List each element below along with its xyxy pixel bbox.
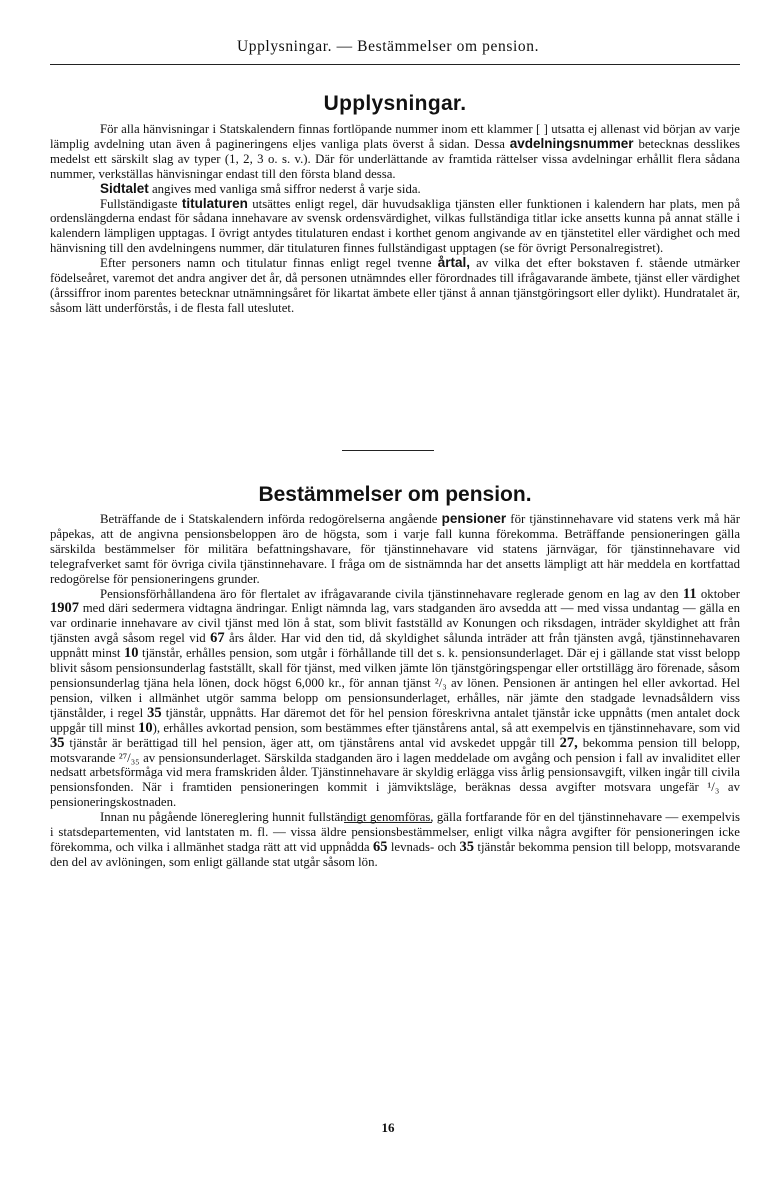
text-run: angives med vanliga små siffror nederst å varje sida. — [148, 181, 421, 196]
section-upplysningar-heading-wrap — [50, 92, 740, 116]
text-run: Fullständigaste — [100, 196, 182, 211]
text-run: Innan nu pågående lönereglering hunnit fullständigt genomföras, gälla fortfarande för en del tjänstinnehavare — exempelvis i statsdepartementen, vid lantstaten m. fl. — vissa äldre pensionsbestämmelser, enligt vilka några avgifter för pensioneringen icke förekomma, och vilka i allmänhet stadga rätt att vid uppnådda — [50, 810, 740, 854]
emphasized-number: 67 — [210, 630, 225, 647]
section-pension-body — [50, 512, 740, 870]
emphasized-number: 35 — [147, 704, 162, 721]
text-run: Pensionsförhållandena äro för flertalet av ifrågavarande civila tjänstinnehavare reglerade genom en lag av den — [100, 586, 683, 601]
text-run: ), erhålles avkortad pension, som bestämmes efter tjänstårens antal, så att exempelvis en tjänstinnehavare, som vid — [152, 720, 740, 735]
section-upplysningar-body — [50, 122, 740, 316]
section-pension-heading-wrap — [50, 483, 740, 507]
text-run: tjänstår bekomma pension till belopp, motsvarande den del av avlöningen, som enligt gällande stat utgår såsom lön. — [50, 839, 740, 869]
emphasized-number: 35 — [459, 838, 474, 855]
text-run: bekomma pension till belopp, motsvarande ²⁷/₃₅ av pensionsunderlaget. Särskilda stadganden äro i lagen meddelade om avgång och pension i fall av invaliditet eller nedsatt arbetsförmåga vid mera framskriden ålder. Tjänstinnehavare är skyldig erlägga viss årlig pensionsavgift, vilken ingår till civila pensionsfonden. När i framtiden pensioneringen kommit i jämviktsläge, beräknas dessa avgifter motsvara ungefär ¹/₃ av pensioneringskostnaden. — [50, 735, 740, 810]
text-run: oktober — [696, 586, 740, 601]
paragraph — [50, 197, 740, 257]
end-separator — [344, 822, 432, 823]
text-run: betecknas desslikes medelst ett särskilt slag av typer (1, 2, 3 o. s. v.). Där för underlättande av framtida rättelser vissa avdelningar erhållit flera sådana nummer, verkställas hänvisningar endast till den första bland dessa. — [50, 136, 740, 181]
text-run: års ålder. Har vid den tid, då skyldighet sålunda inträder att från tjänsten avgå, tjänstinnehavaren uppnått minst — [50, 631, 740, 661]
text-run: av vilka det efter bokstaven f. stående utmärker födelseåret, varemot det andra angiver det år, då personen utnämndes eller förordnades till ifrågavarande ämbete, tjänst eller värdighet (årssiffror inom parentes betecknar utnämningsåret för likartat ämbete eller tjänst å annan tjänstgöringsort eller dylikt). Hundratalet är, såsom lätt underförstås, i de flesta fall uteslutet. — [50, 256, 740, 315]
keyword: årtal, — [437, 255, 470, 271]
emphasized-number: 10 — [138, 719, 153, 736]
text-run: Efter personers namn och titulatur finnas enligt regel tvenne — [100, 256, 438, 271]
running-header: Upplysningar. — Bestämmelser om pension. — [236, 38, 540, 55]
paragraph — [50, 587, 740, 811]
text-run: för tjänstinnehavare vid statens verk må här påpekas, att de angivna pensionsbeloppen äro de högsta, som i varje fall kunna förekomma. Beträffande pensioneringen gälla särskilda bestämmelser för militära befattningshavare, för tjänstinnehavare vid statens järnvägar, för tjänstinnehavare vid telegrafverket samt för övriga civila tjänstinnehavare. I fråga om de sistnämnda har det ansetts lämpligt att här meddela en kortfattad redogörelse för pensioneringens grunder. — [50, 512, 740, 586]
emphasized-number: 65 — [372, 838, 388, 855]
paragraph — [50, 122, 740, 182]
emphasized-number: 11 — [682, 585, 697, 602]
section-separator — [342, 450, 434, 451]
paragraph — [50, 810, 740, 870]
paragraph — [50, 512, 740, 587]
text-run: med däri sedermera vidtagna ändringar. Enligt nämnda lag, vars stadganden äro avsedda att — med vissa undantag — gälla en var ordinarie innehavare av civil tjänst med lön å stat, som blivit fastställd av Konungen och riksdagen, inträder skyldighet att från tjänsten avgå såsom regel vid — [50, 601, 740, 646]
text-run: tjänstår, uppnåtts. Har däremot det för hel pension föreskrivna antalet tjänstår icke uppnåtts (men antalet dock uppgår till minst — [50, 705, 740, 735]
section-title-upplysningar: Upplysningar. — [323, 92, 467, 115]
keyword: avdelningsnummer — [509, 135, 634, 151]
keyword: titulaturen — [181, 195, 248, 211]
text-run: För alla hänvisningar i Statskalendern finnas fortlöpande nummer inom ett klammer [ ] utsatta ej allenast vid början av varje lämplig avdelning utan även å pagineringens eljes vanliga plats överst å sidan. Dessa — [50, 122, 740, 151]
text-run: tjänstår, erhålles pension, som utgår i förhållande till det s. k. pensionsunderlaget. Där ej i gällande stat visst belopp blivit såsom pensionsunderlag fastställt, skall för tjänst, med vilken jämte lön tjänstgöringspengar eller ortstillägg äro förenade, såsom pensionsunderlag tjäna hela lönen, dock högst 6,000 kr., för annan tjänst ²/₃ av lönen. Pensionen är antingen hel eller avkortad. Hel pension, vilken i allmänhet utgör samma belopp om pensionsunderlaget, erhålles, när jämte den stadgade levnadsåldern viss tjänstålder, i regel — [50, 646, 740, 720]
emphasized-number: 10 — [123, 645, 139, 662]
keyword: Sidtalet — [100, 180, 149, 196]
emphasized-number: 35 — [50, 734, 65, 751]
text-run: utsättes enligt regel, där huvudsakliga tjänsten eller funktionen i kalendern har plats, men på ordenslängderna endast för sådana innehavare av svensk ordensvärdighet, vilkas fullständiga titlar icke ansetts kunna på annat ställe i kalendern lämpligen upptagas. I övrigt antydes titulaturen endast i korthet genom angivande av en tjänstetitel eller värdighet och med hänvisning till den avdelningens nummer, där titulaturen finnes fullständigast upptagen (se för övrigt Personalregistret). — [50, 196, 741, 256]
keyword: pensioner — [441, 511, 507, 526]
emphasized-number: 1907 — [50, 600, 79, 617]
emphasized-number: 27, — [559, 734, 578, 751]
paragraph — [50, 182, 740, 197]
paragraph — [50, 256, 740, 316]
text-run: Beträffande de i Statskalendern införda redogörelserna angående — [100, 512, 442, 526]
page-number: 16 — [381, 1120, 395, 1135]
text-run: levnads- och — [387, 839, 460, 854]
section-title-pension: Bestämmelser om pension. — [258, 483, 532, 506]
text-run: tjänstår är berättigad till hel pension, äger att, om tjänstårens antal vid avskedet uppgår till — [64, 735, 560, 750]
header-rule — [50, 64, 740, 65]
